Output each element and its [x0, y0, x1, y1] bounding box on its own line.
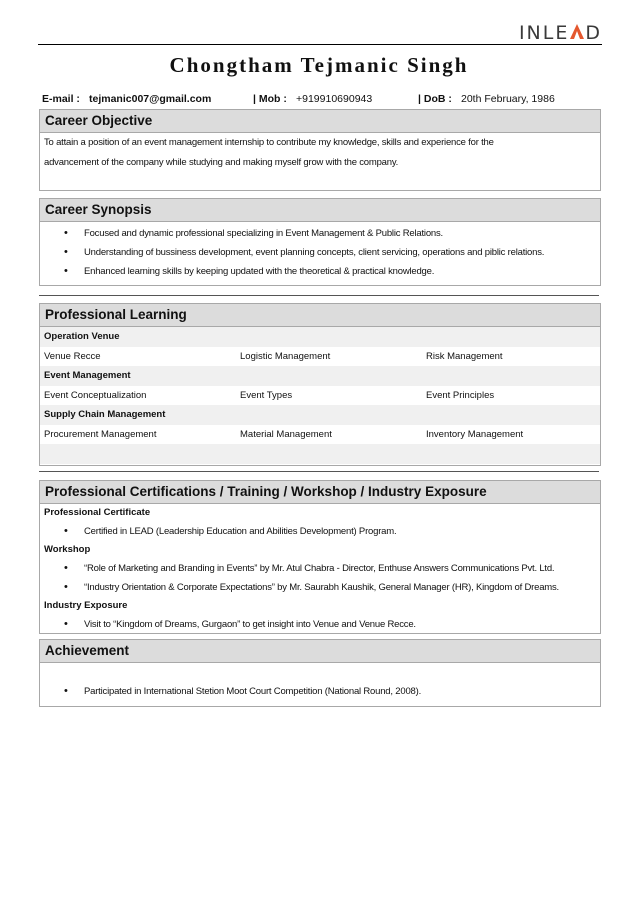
- candidate-name: Chongtham Tejmanic Singh: [169, 53, 469, 77]
- workshop-subhead: Workshop: [44, 544, 91, 555]
- achievement-list: [40, 682, 600, 701]
- career-objective-line-1: To attain a position of an event management internship to contribute my knowledge, skills and experience for the: [44, 137, 494, 148]
- header-rule: [38, 44, 602, 45]
- learning-item: Event Principles: [426, 390, 495, 401]
- learning-item: Risk Management: [426, 351, 503, 362]
- professional-learning-title: Professional Learning: [40, 304, 600, 327]
- industry-list: [40, 615, 600, 634]
- career-objective-title: Career Objective: [40, 110, 600, 133]
- learning-group-head: Operation Venue: [40, 327, 600, 347]
- synopsis-list: [40, 224, 600, 281]
- learning-empty-band: [40, 444, 600, 464]
- career-synopsis-section: [39, 198, 601, 286]
- list-item: • “Role of Marketing and Branding in Events” by Mr. Atul Chabra - Director, Enthuse Answers Communications Pvt. Ltd.: [40, 559, 600, 578]
- learning-item: Logistic Management: [240, 351, 331, 362]
- divider: [39, 471, 599, 472]
- workshop-list: [40, 559, 600, 597]
- email-value: tejmanic007@gmail.com: [89, 93, 212, 105]
- divider: [39, 295, 599, 296]
- career-objective-section: [39, 109, 601, 191]
- career-objective-line-2: advancement of the company while studying and making myself grow with the company.: [44, 157, 399, 168]
- industry-subhead: Industry Exposure: [44, 600, 128, 611]
- professional-learning-section: [39, 303, 601, 466]
- achievement-title: Achievement: [40, 640, 600, 663]
- logo-text-start: INLE: [518, 22, 570, 44]
- list-item: • Focused and dynamic professional specializing in Event Management & Public Relations.: [40, 224, 600, 243]
- certifications-title: Professional Certifications / Training / Workshop / Industry Exposure: [40, 481, 600, 504]
- learning-item: Event Conceptualization: [44, 390, 147, 401]
- cert-list: [40, 522, 600, 541]
- learning-group-head: Event Management: [40, 366, 600, 386]
- achievement-section: [39, 639, 601, 707]
- learning-item: Material Management: [240, 429, 332, 440]
- list-item: • Understanding of bussiness development, event planning concepts, client servicing, operations and piblic relations.: [40, 243, 600, 262]
- logo-triangle-icon: [570, 24, 584, 40]
- email-label: E-mail :: [42, 93, 80, 105]
- list-item: • Visit to “Kingdom of Dreams, Gurgaon” to get insight into Venue and Venue Recce.: [40, 615, 600, 634]
- learning-item: Inventory Management: [426, 429, 524, 440]
- list-item: • Certified in LEAD (Leadership Education and Abilities Development) Program.: [40, 522, 600, 541]
- inlead-logo: [519, 22, 602, 44]
- mob-value: +919910690943: [296, 93, 373, 105]
- dob-value: 20th February, 1986: [461, 93, 555, 105]
- career-synopsis-title: Career Synopsis: [40, 199, 600, 222]
- cert-subhead: Professional Certificate: [44, 507, 151, 518]
- learning-row: [40, 386, 600, 405]
- list-item: • “Industry Orientation & Corporate Expectations” by Mr. Saurabh Kaushik, General Manager (HR), Kingdom of Dreams.: [40, 578, 600, 597]
- dob-label: | DoB :: [418, 93, 452, 105]
- mob-label: | Mob :: [253, 93, 287, 105]
- logo-text-end: D: [585, 22, 602, 44]
- learning-group-head: Supply Chain Management: [40, 405, 600, 425]
- certifications-section: [39, 480, 601, 634]
- learning-item: Venue Recce: [44, 351, 101, 362]
- learning-item: Event Types: [240, 390, 293, 401]
- list-item: • Participated in International Stetion Moot Court Competition (National Round, 2008).: [40, 682, 600, 701]
- learning-item: Procurement Management: [44, 429, 157, 440]
- list-item: • Enhanced learning skills by keeping updated with the theoretical & practical knowledge.: [40, 262, 600, 281]
- learning-row: [40, 425, 600, 444]
- learning-row: [40, 347, 600, 366]
